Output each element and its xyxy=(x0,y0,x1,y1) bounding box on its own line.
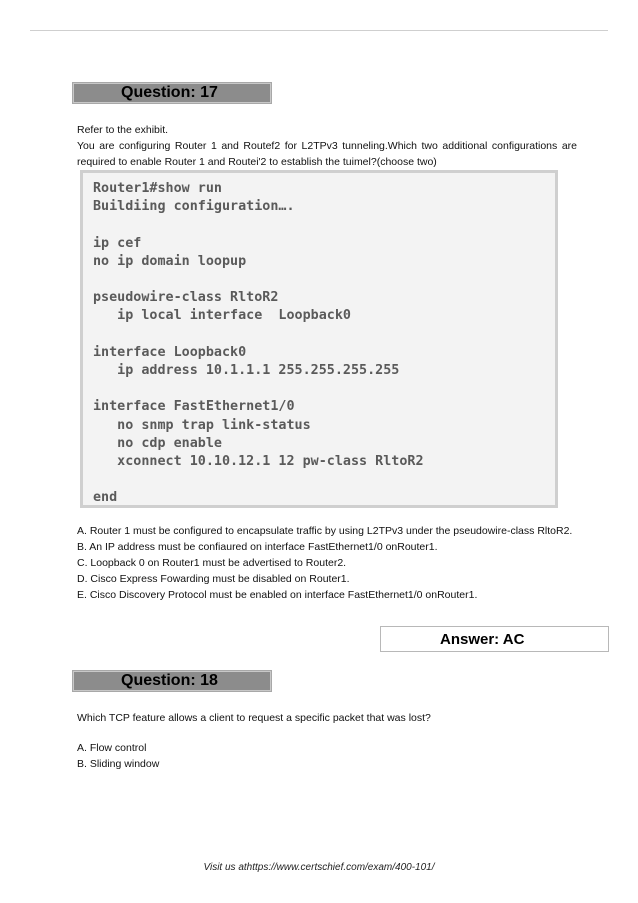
question-17-intro: Refer to the exhibit. xyxy=(77,124,169,136)
question-18-title: Question: 18 xyxy=(121,672,218,689)
exhibit-image xyxy=(80,170,558,508)
option-a: A. Router 1 must be configured to encapsulate traffic by using L2TPv3 under the pseudowire-class RltoR2. xyxy=(77,525,573,537)
question-17-prompt: You are configuring Router 1 and Routef2 for L2TPv3 tunneling.Which two additional configurations are required to enable Router 1 and Routei'2 to establish the tuimel?(choose two) xyxy=(77,140,577,168)
question-17-options xyxy=(77,523,577,603)
question-17-banner xyxy=(72,82,272,104)
question-17-title: Question: 17 xyxy=(121,84,218,101)
option-b: B. Sliding window xyxy=(77,758,160,770)
footer-visit-link[interactable]: Visit us athttps://www.certschief.com/exam/400-101/ xyxy=(203,862,435,873)
answer-box xyxy=(380,626,609,652)
option-a: A. Flow control xyxy=(77,742,147,754)
option-e: E. Cisco Discovery Protocol must be enabled on interface FastEthernet1/0 onRouter1. xyxy=(77,589,478,601)
question-17-text xyxy=(77,122,577,170)
answer-label: Answer: AC xyxy=(440,631,525,648)
question-18-options xyxy=(77,740,577,772)
question-18-prompt: Which TCP feature allows a client to request a specific packet that was lost? xyxy=(77,712,431,724)
option-c: C. Loopback 0 on Router1 must be advertised to Router2. xyxy=(77,557,347,569)
option-d: D. Cisco Express Fowarding must be disabled on Router1. xyxy=(77,573,350,585)
header-rule xyxy=(30,30,608,31)
question-18-banner xyxy=(72,670,272,692)
option-b: B. An IP address must be confiaured on interface FastEthernet1/0 onRouter1. xyxy=(77,541,438,553)
exhibit-config-listing: Router1#show run Buildiing configuration…. ip cef no ip domain loopup pseudowire-class RltoR2 ip local interface Loopback0 interface Loopback0 ip address 10.1.1.1 255.255.255.255 interface FastEthernet1/0 no snmp trap link-status no cdp enable xconnect 10.10.12.1 12 pw-class RltoR2 end xyxy=(93,181,424,506)
